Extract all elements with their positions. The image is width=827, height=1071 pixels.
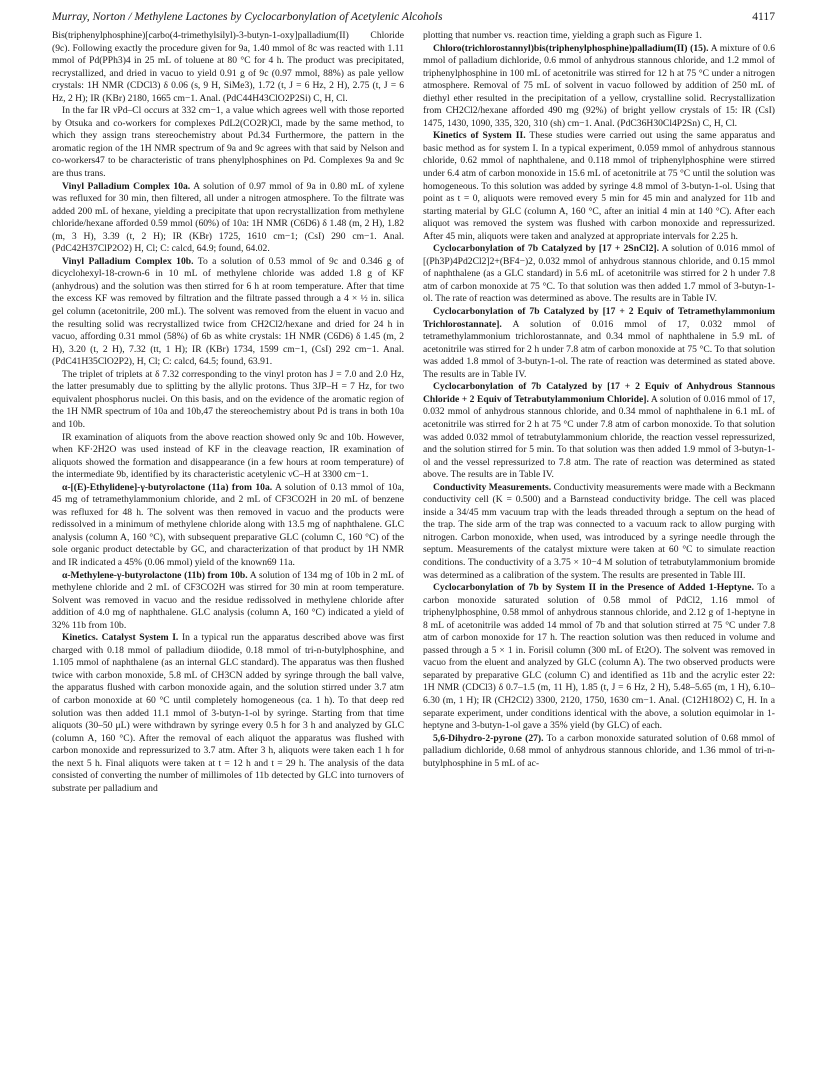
paragraph-heading: Cyclocarbonylation of 7b Catalyzed by [17 + 2SnCl2].: [433, 243, 659, 255]
paragraph-text: To a carbon monoxide saturated solution of 0.58 mmol of PdCl2, 1.16 mmol of triphenylphosphine, 0.58 mmol of anhydrous stannous chloride, and 2.12 g of 1-heptyne in 8 mL of acetonitrile was added 14 mmol of 7b and that solution stirred at 75 °C under 7.8 atm of carbon monoxide for 17 h. The reaction solution was then reduced in volume and passed through a 5 × 1 in. Forisil column (300 mL of Et2O). The solvent was removed in vacuo from the eluent and analyzed by GLC (column A). The two observed products were separated by preparative GLC (column C) and identified as 11b and the acrylic ester 22: 1H NMR (CDCl3) δ 0.7–1.5 (m, 11 H), 1.85 (t, J = 6 Hz, 2 H), 5.48–5.65 (m, 1 H), 6.10–6.30 (m, 1 H); IR (CH2Cl2) 3300, 2120, 1750, 1630 cm−1. Anal. (C12H18O2) C, H. In a separate experiment, under conditions identical with the above, a solution equimolar in 1-heptyne and 3-butyn-1-ol gave a 35% yield (by GLC) of each.: [423, 582, 775, 732]
paragraph: [423, 733, 775, 771]
paragraph: [423, 482, 775, 582]
paragraph-heading: Cyclocarbonylation of 7b by System II in the Presence of Added 1-Heptyne.: [433, 582, 754, 594]
paragraph: [423, 381, 775, 481]
paragraph-heading: Conductivity Measurements.: [433, 481, 552, 493]
paragraph-heading: Cyclocarbonylation of 7b Catalyzed by [17 + 2 Equiv of Tetramethylammonium Trichlorostannate].: [423, 306, 775, 330]
paragraph-text: A solution of 0.13 mmol of 10a, 45 mg of tetramethylammonium chloride, and 2 mL of CF3CO2H in 20 mL of benzene was refluxed for 48 h. The solvent was then removed in vacuo and the products were redissolved in a minimum of methylene chloride along with 13.5 mg of naphthalene. GLC analysis (column A, 160 °C), with subsequent preparative GLC (column C, 160 °C) of the sole organic product detectable by GC, and characterization of that product by 1H NMR and IR indicated a 45% (0.06 mmol) yield of the known69 11a.: [52, 481, 404, 568]
paragraph: [52, 256, 404, 369]
paragraph-text: IR examination of aliquots from the above reaction showed only 9c and 10b. However, when KF·2H2O was used instead of KF in the cleavage reaction, IR examination of aliquots showed the formation and disappearance (in a few hours at room temperature) of the intermediate 9b, identified by its characteristic acetylenic νC–H at 3300 cm−1.: [52, 431, 404, 481]
paragraph: [52, 181, 404, 256]
paragraph: [52, 632, 404, 795]
left-column: [52, 30, 404, 1060]
running-header: [52, 10, 775, 30]
right-column: [423, 30, 775, 1060]
paragraph-text: The triplet of triplets at δ 7.32 corresponding to the vinyl proton has J = 7.0 and 2.0 Hz, the latter presumably due to splitting by the allylic protons. Thus 3JP–H = 7 Hz, for two equivalent phosphorus nuclei. On this basis, and on the evidence of the aromatic region of the 1H NMR spectrum of 10a and 10b,47 the stereochemistry about Pd is trans in both 10a and 10b.: [52, 368, 404, 430]
paragraph-heading: Vinyl Palladium Complex 10a.: [62, 180, 191, 192]
paragraph: [52, 30, 404, 105]
paragraph-text: To a carbon monoxide saturated solution of 0.68 mmol of palladium dichloride, 0.68 mmol of anhydrous stannous chloride, and 1.36 mmol of tri-n-butylphosphine in 5 mL of ac-: [423, 732, 775, 769]
paragraph-text: A solution of 0.016 mmol of [(Ph3P)4Pd2Cl2]2+(BF4−)2, 0.032 mmol of anhydrous stannous chloride, and 0.15 mmol of naphthalene (as a GLC standard) in 5.6 mL of acetonitrile was stirred for 2 h under 7.8 atm of carbon monoxide at 75 °C. To that solution was then added 1.7 mmol of 3-butyn-1-ol. The rate of reaction was determined as above. The results are in Table IV.: [423, 243, 775, 305]
paragraph: [423, 306, 775, 381]
paragraph: [423, 582, 775, 733]
paragraph-text: Conductivity measurements were made with a Beckmann conductivity cell (K = 0.500) and a Barnstead conductivity bridge. The cell was placed inside a 34/45 mm vacuum trap with the leads threaded through a septum on the head of the trap. The side arm of the trap was connected to a vacuum rack to allow purging with nitrogen. Carbon monoxide, when used, was introduced by a syringe needle through the septum. Measurements of the catalyst mixture were taken at 60 °C to simulate reaction conditions. The conductivity of a 3.75 × 10−4 M solution of tetrabutylammonium bromide was determined as a calibration of the system. The results are presented in Table III.: [423, 481, 775, 581]
paragraph-text: These studies were carried out using the same apparatus and basic method as for system I. In a typical experiment, 0.059 mmol of anhydrous stannous chloride, 0.62 mmol of naphthalene, and 0.118 mmol of triphenylphosphine were stirred under 6.4 atm of carbon monoxide in 15.6 mL of acetonitrile at 75 °C until the solution was homogeneous. To this solution was added by syringe 4.8 mmol of 3-butyn-1-ol. Using that point as t = 0, aliquots were removed every 5 min for 45 min and analyzed for 11b and starting material by GLC (column A, 160 °C, after an initial 4 min at 140 °C). After each aliquot was removed the system was flushed with carbon monoxide and repressurized. After 45 min, aliquots were taken and analyzed at appropriate intervals for 2.25 h.: [423, 130, 775, 242]
paragraph-heading: α-Methylene-γ-butyrolactone (11b) from 10b.: [62, 569, 248, 581]
paragraph-text: A solution of 0.016 mmol of 17, 0.032 mmol of tetramethylammonium trichlorostannate, and 0.34 mmol of naphthalene in 5.9 mL of acetonitrile was stirred for 2 h under 7.8 atm of carbon monoxide at 75 °C. To that solution was added 1.8 mmol of 3-butyn-1-ol. The rate of reaction was determined as stated above. The results are in Table IV.: [423, 318, 775, 380]
paragraph-text: Bis(triphenylphosphine)[carbo(4-trimethylsilyl)-3-butyn-1-oxy]palladium(II) Chloride (9c). Following exactly the procedure given for 9a, 1.40 mmol of 8c was reacted with 1.11 mmol of Pd(PPh3)4 in 25 mL of toluene at 80 °C for 4 h. The product was precipitated, recrystallized, and dried in vacuo to yield 0.91 g of 9c (0.97 mmol, 88%) as pale yellow crystals: 1H NMR (CDCl3) δ 0.06 (s, 9 H, SiMe3), 1.72 (t, J = 6 Hz, 2 H), 2.75 (t, J = 6 Hz, 2 H); IR (KBr) 2180, 1665 cm−1. Anal. (PdC44H43ClO2P2Si) C, H, Cl.: [52, 30, 404, 104]
paragraph-heading: 5,6-Dihydro-2-pyrone (27).: [433, 732, 544, 744]
paragraph: [423, 243, 775, 306]
paragraph: [423, 30, 775, 43]
paragraph: [52, 432, 404, 482]
paragraph-text: plotting that number vs. reaction time, yielding a graph such as Figure 1.: [423, 30, 702, 41]
paragraph-text: A solution of 134 mg of 10b in 2 mL of methylene chloride and 2 mL of CF3CO2H was stirred for 30 min at room temperature. Solvent was removed in vacuo and the residue redissolved in methylene chloride after addition of 4.0 mg of naphthalene. GLC analysis (column A, 160 °C) indicated a yield of 32% 11b from 10b.: [52, 569, 404, 631]
paragraph-heading: α-[(E)-Ethylidene]-γ-butyrolactone (11a) from 10a.: [62, 481, 273, 493]
paragraph-heading: Kinetics. Catalyst System I.: [62, 632, 179, 644]
paragraph: [52, 105, 404, 180]
paragraph-text: A mixture of 0.6 mmol of palladium dichloride, 0.6 mmol of anhydrous stannous chloride, and 1.2 mmol of triphenylphosphine in 100 mL of acetonitrile was stirred for 12 h at 75 °C under a nitrogen atmosphere. Removal of 75 mL of solvent in vacuo followed by addition of 250 mL of diethyl ether resulted in the precipitation of a yellow, crystalline solid. Recrystallization from CH2Cl2/hexane afforded 490 mg (92%) of bright yellow crystals of 15: IR (CsI) 1475, 1430, 1090, 335, 320, 310 (sh) cm−1. Anal. (PdC36H30Cl4P2Sn) C, H, Cl.: [423, 42, 775, 129]
page-number: 4117: [752, 10, 775, 23]
paragraph-text: A solution of 0.97 mmol of 9a in 0.80 mL of xylene was refluxed for 30 min, then filtered, all under a nitrogen atmosphere. To the filtrate was added 200 mL of hexane, yielding a precipitate that upon recrystallization from methylene chloride/hexane afforded 0.59 mmol (60%) of 10a: 1H NMR (C6D6) δ 1.48 (m, 2 H), 1.82 (m, 3 H), 3.39 (t, 2 H); IR (KBr) 1725, 1610 cm−1; (CsI) 290 cm−1. Anal. (PdC42H37ClP2O2) H, Cl; C: calcd, 64.9; found, 64.02.: [52, 180, 404, 255]
paragraph: [52, 369, 404, 432]
running-title: Murray, Norton / Methylene Lactones by Cyclocarbonylation of Acetylenic Alcohols: [52, 10, 443, 23]
paragraph-heading: Vinyl Palladium Complex 10b.: [62, 255, 194, 267]
paragraph: [423, 130, 775, 243]
paragraph-text: In the far IR νPd–Cl occurs at 332 cm−1, a value which agrees well with those reported by Otsuka and co-workers for complexes PdL2(CO2R)Cl, made by the same method, to which they assign trans stereochemistry about Pd.34 Furthermore, the pattern in the aromatic region of the 1H NMR spectrum of 9a and 9c agrees with that said by Nelson and co-workers47 to be characteristic of trans phenylphosphines on Pd. Complexes 9a and 9c are thus trans.: [52, 105, 404, 180]
paragraph: [52, 482, 404, 570]
paragraph-text: A solution of 0.016 mmol of 17, 0.032 mmol of anhydrous stannous chloride, and 0.34 mmol of naphthalene in 6.1 mL of acetonitrile was stirred for 2 h at 75 °C under 7.8 atm of carbon monoxide. To that solution was added 0.032 mmol of tetrabutylammonium chloride, the reaction vessel repressurized, and the solution stirred for 5 min. To that solution was then added 1.9 mmol of 3-butyn-1-ol and the vessel repressurized to 7.8 atm. The rate of reaction was determined as stated above. The results are in Table IV.: [423, 393, 775, 481]
paragraph: [52, 570, 404, 633]
paragraph-heading: Chloro(trichlorostannyl)bis(triphenylphosphine)palladium(II) (15).: [433, 42, 709, 54]
paragraph-text: To a solution of 0.53 mmol of 9c and 0.346 g of dicyclohexyl-18-crown-6 in 10 mL of methylene chloride was added 1.8 g of KF (anhydrous) and the solution was then stirred for 6 h at room temperature. After that time the excess KF was removed by filtration and the filtrate passed through a 4 × ½ in. silica gel column (acetonitrile, 200 mL). The solvent was removed from the eluent in vacuo and the resulting solid was recrystallized twice from CH2Cl2/hexane and dried for 24 h in vacuo, affording 0.31 mmol (58%) of 6b as white crystals: 1H NMR (C6D6) δ 1.45 (m, 2 H), 3.20 (t, 2 H), 7.32 (tt, 1 H); IR (KBr) 1734, 1599 cm−1, (CsI) 292 cm−1. Anal. (PdC41H35ClO2P2), H, Cl; C: calcd, 64.5; found, 63.91.: [52, 255, 404, 368]
paragraph: [423, 43, 775, 131]
paragraph-text: In a typical run the apparatus described above was first charged with 0.18 mmol of palladium diiodide, 0.18 mmol of tri-n-butylphosphine, and 1.105 mmol of naphthalene (as an internal GLC standard). The apparatus was then flushed twice with carbon monoxide, 5.8 mL of CH3CN added by syringe through the ball valve, the apparatus flushed with carbon monoxide again, and the solution stirred under 3.7 atm of carbon monoxide at 60 °C until completely homogeneous (ca. 1 h). To that deep red solution was then added 11.1 mmol of 3-butyn-1-ol by syringe. Starting from that time aliquots (30–50 μL) were withdrawn by syringe every 0.5 h for 3 h and analyzed by GLC (column A, 160 °C). After the removal of each aliquot the apparatus was flushed with carbon monoxide and repressurized to 3.7 atm. After 3 h, aliquots were taken each 1 h for the next 5 h. Final aliquots were taken at t = 12 h and t = 29 h. The analysis of the data consisted of converting the number of millimoles of 11b detected by GLC into turnovers of substrate per palladium and: [52, 632, 404, 794]
paragraph-heading: Cyclocarbonylation of 7b Catalyzed by [17 + 2 Equiv of Anhydrous Stannous Chloride + 2 Equiv of Tetrabutylammonium Chloride].: [423, 381, 775, 405]
paragraph-heading: Kinetics of System II.: [433, 130, 526, 142]
